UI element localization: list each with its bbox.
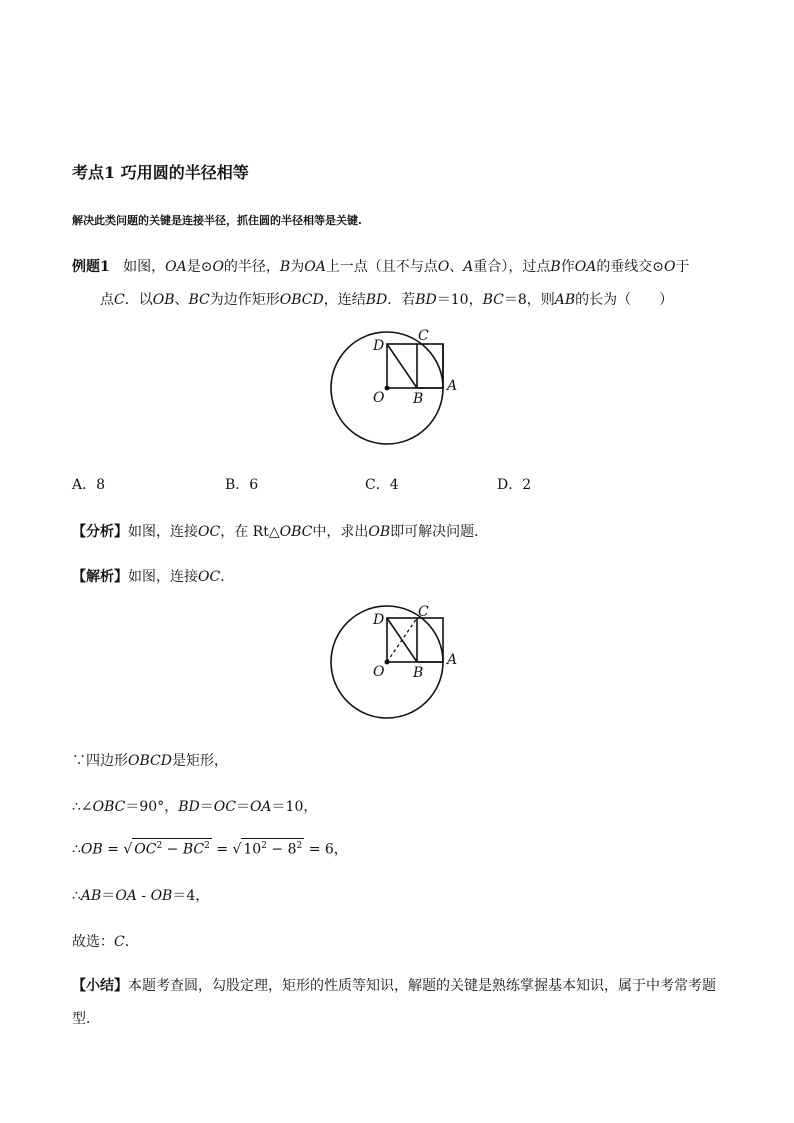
- text: ∵四边形: [72, 753, 128, 769]
- option-d: D．2: [497, 477, 532, 493]
- example-label: 例题1: [72, 259, 110, 275]
- var: BC: [182, 841, 205, 858]
- var: OB: [368, 524, 391, 540]
- var: BD: [365, 292, 388, 308]
- text: 故选：: [72, 934, 114, 950]
- text: ＝8，则: [503, 292, 555, 308]
- text: 上一点（且不与点: [325, 259, 438, 275]
- text: ∴: [72, 841, 81, 858]
- var: BC: [188, 292, 210, 308]
- option-c: C．4: [365, 477, 399, 493]
- var: OB: [150, 888, 173, 904]
- section-intro: 解决此类问题的关键是连接半径，抓住圆的半径相等是关键.: [72, 214, 362, 227]
- num: 10: [243, 841, 262, 858]
- var: OC: [198, 524, 221, 540]
- text: =: [211, 841, 233, 858]
- center-point: [385, 386, 390, 391]
- text: ∴: [72, 888, 81, 904]
- var: C: [114, 934, 125, 950]
- var: O: [437, 259, 450, 275]
- sqrt-sign: √: [232, 841, 242, 858]
- text: 即可解决问题．: [390, 524, 489, 540]
- text: ＝: [235, 799, 250, 815]
- num: 8: [287, 841, 297, 858]
- step-4: [72, 885, 209, 905]
- label-a: A: [447, 652, 458, 668]
- label-d: D: [373, 612, 385, 628]
- text: 中，求出: [312, 524, 369, 540]
- text: 作: [560, 259, 575, 275]
- sqrt-radicand-2: [241, 838, 304, 858]
- text: 如图，: [123, 259, 166, 275]
- text: 的垂线交⊙: [596, 259, 665, 275]
- var: BD: [415, 292, 437, 308]
- var: BD: [178, 799, 200, 815]
- label-b: B: [413, 391, 424, 407]
- label-b: B: [413, 665, 424, 681]
- solution-paragraph: [72, 566, 234, 586]
- text: ＝: [199, 799, 214, 815]
- step-2: [72, 796, 317, 816]
- summary-line-1: [72, 975, 716, 995]
- analysis-paragraph: [72, 521, 488, 541]
- var: OBC: [279, 524, 313, 540]
- exponent: 2: [261, 841, 267, 851]
- text: 为边作矩形: [209, 292, 280, 308]
- option-a: A．8: [72, 477, 106, 493]
- var: AB: [554, 292, 576, 308]
- var: A: [463, 259, 474, 275]
- center-point: [385, 660, 390, 665]
- label-o: O: [373, 390, 385, 406]
- summary-line-2: 型．: [72, 1011, 100, 1027]
- label-a: A: [447, 378, 458, 394]
- text: 的长为（ ）: [575, 292, 674, 308]
- text: -: [136, 888, 151, 904]
- var: OC: [198, 569, 221, 585]
- var: OBC: [92, 799, 126, 815]
- exponent: 2: [156, 841, 163, 851]
- text: 于: [675, 259, 690, 275]
- analysis-label: 【分析】: [72, 524, 128, 540]
- step-5: [72, 931, 139, 951]
- text: 是⊙: [186, 259, 213, 275]
- text: ∴∠: [72, 799, 93, 815]
- example-question-line-1: [72, 256, 690, 276]
- rectangle-obcd: [387, 618, 443, 662]
- exponent: 2: [204, 841, 210, 851]
- sqrt-radicand-1: [132, 838, 212, 858]
- text: ．以: [124, 292, 153, 308]
- text: −: [266, 841, 288, 858]
- text: 是矩形，: [171, 753, 228, 769]
- var: O: [212, 259, 224, 275]
- example-question-line-2: [100, 289, 673, 309]
- var: OA: [249, 799, 272, 815]
- section-heading: 考点1 巧用圆的半径相等: [72, 163, 249, 182]
- text: =: [102, 841, 124, 858]
- var: OBCD: [279, 292, 324, 308]
- text: ＝4，: [172, 888, 210, 904]
- var: OBCD: [128, 753, 172, 769]
- rectangle-obcd: [387, 344, 443, 388]
- text: ．若: [387, 292, 416, 308]
- option-b: B．6: [225, 477, 259, 493]
- geometry-figure-2: [320, 598, 470, 728]
- label-c: C: [418, 328, 429, 344]
- text: ＝10，: [436, 292, 483, 308]
- var: OA: [115, 888, 137, 904]
- var: OB: [80, 841, 103, 858]
- var: OC: [213, 799, 236, 815]
- text: ．: [124, 934, 139, 950]
- text: 如图，连接: [128, 569, 198, 585]
- var: BC: [482, 292, 504, 308]
- text: ＝90°，: [125, 799, 179, 815]
- text: 、: [449, 259, 464, 275]
- solution-label: 【解析】: [72, 569, 128, 585]
- text: 如图，连接: [128, 524, 198, 540]
- var: OC: [134, 841, 157, 858]
- label-o: O: [373, 664, 385, 680]
- text: 本题考查圆，勾股定理，矩形的性质等知识，解题的关键是熟练掌握基本知识，属于中考常考题: [128, 978, 716, 994]
- var: OA: [165, 259, 187, 275]
- text: 的半径，: [223, 259, 280, 275]
- geometry-figure-1: [320, 320, 470, 450]
- label-d: D: [373, 338, 385, 354]
- summary-label: 【小结】: [72, 978, 128, 994]
- var: O: [664, 259, 676, 275]
- var: OB: [152, 292, 175, 308]
- text: = 6，: [304, 841, 348, 858]
- var: OA: [304, 259, 326, 275]
- text: −: [162, 841, 183, 858]
- text: 重合），过点: [473, 259, 551, 275]
- step-1: [72, 750, 228, 770]
- text: ＝10，: [271, 799, 318, 815]
- var: C: [114, 292, 125, 308]
- text: ，在 Rt△: [220, 524, 280, 540]
- step-3: [72, 838, 348, 859]
- var: B: [550, 259, 561, 275]
- text: 点: [100, 292, 114, 308]
- label-c: C: [418, 604, 429, 620]
- text: 为: [290, 259, 305, 275]
- text: ＝: [101, 888, 116, 904]
- exponent: 2: [296, 841, 303, 851]
- var: AB: [80, 888, 102, 904]
- text: 、: [174, 292, 189, 308]
- sqrt-sign: √: [123, 841, 133, 858]
- var: OA: [574, 259, 597, 275]
- text: ．: [220, 569, 235, 585]
- var: B: [279, 259, 291, 275]
- segment-bd: [387, 344, 417, 388]
- text: ，连结: [323, 292, 366, 308]
